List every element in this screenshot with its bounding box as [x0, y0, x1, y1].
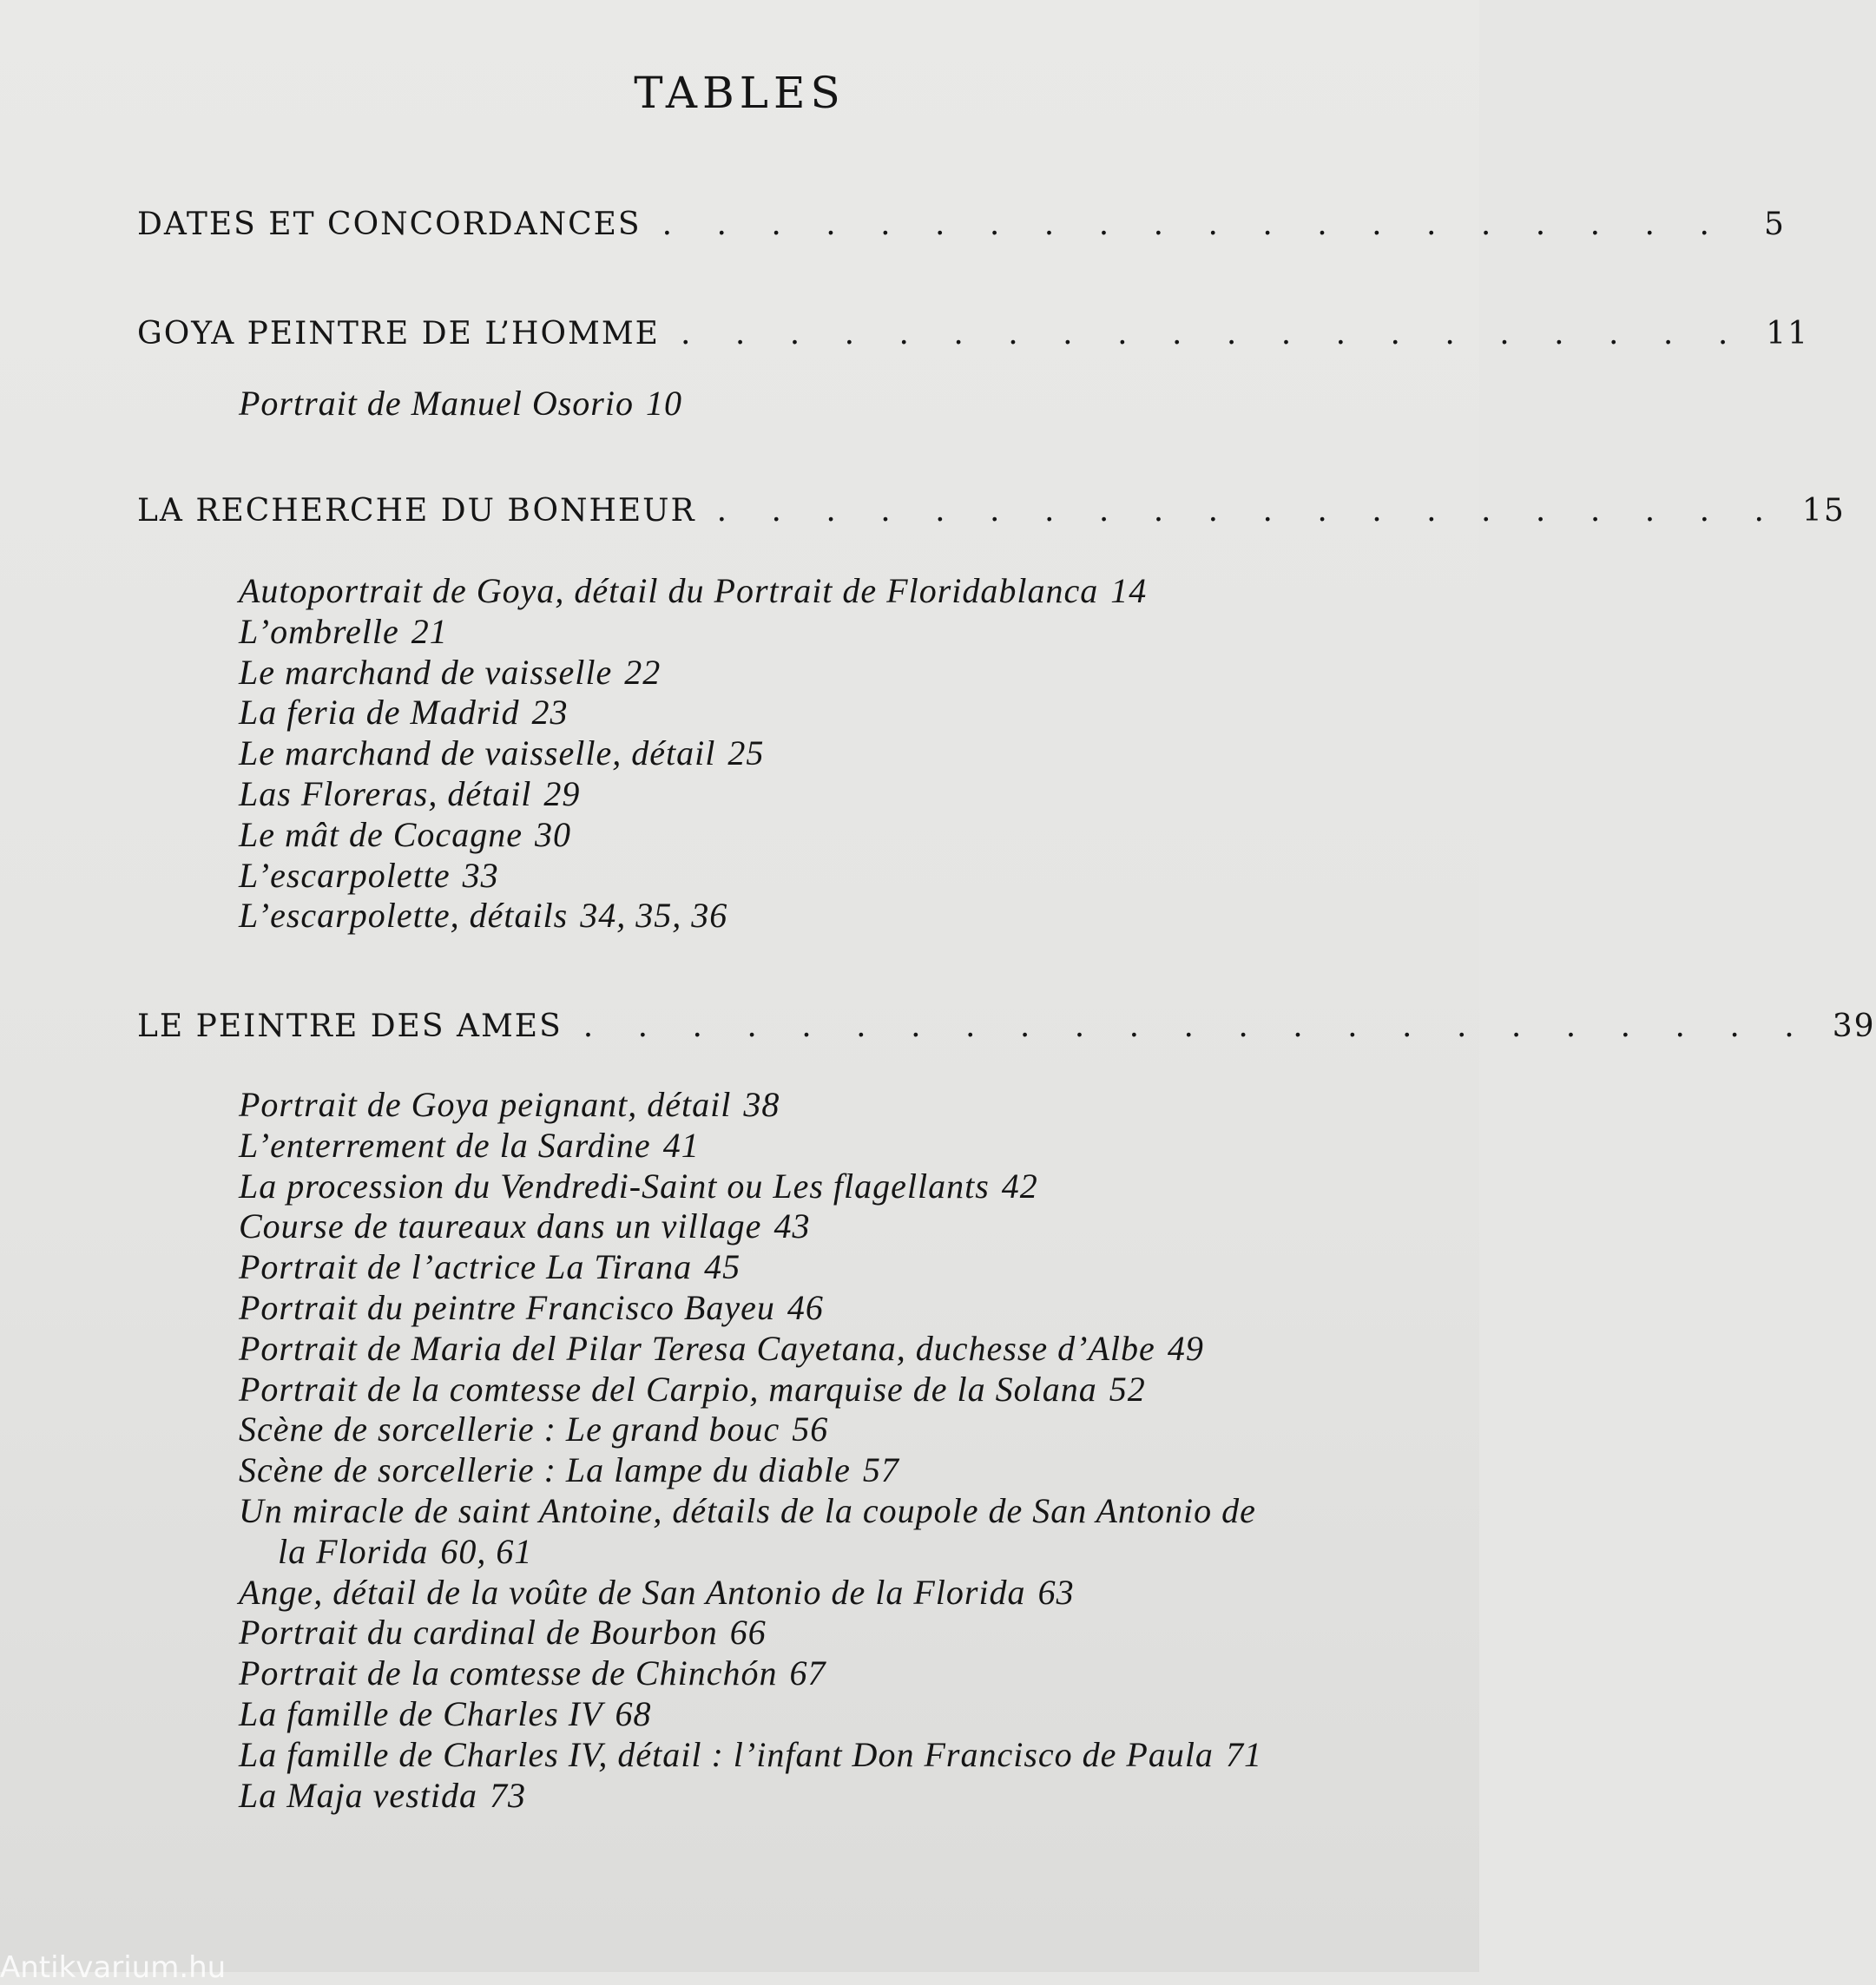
section-items-list — [239, 384, 1280, 424]
item-page: 41 — [662, 1125, 700, 1165]
item-page: 45 — [704, 1247, 741, 1287]
item-title: Portrait de la comtesse de Chinchón — [239, 1653, 778, 1693]
list-item — [239, 1491, 1280, 1573]
item-page: 23 — [531, 693, 569, 733]
list-item — [239, 1247, 1280, 1288]
list-item — [239, 896, 1280, 937]
item-title: Autoportrait de Goya, détail du Portrait de Floridablanca — [239, 571, 1099, 610]
item-title: Un miracle de saint Antoine, détails de la coupole de San Antonio de la Florida — [239, 1490, 1256, 1571]
item-title: Portrait de la comtesse del Carpio, marquise de la Solana — [239, 1369, 1097, 1409]
item-title: La famille de Charles IV — [239, 1693, 603, 1733]
item-title: Le mât de Cocagne — [239, 814, 523, 854]
list-item — [239, 653, 1280, 693]
item-title: Scène de sorcellerie : Le grand bouc — [239, 1410, 780, 1449]
toc-section-recherche-bonheur — [137, 493, 1846, 545]
list-item — [239, 1776, 1280, 1817]
item-title: Course de taureaux dans un village — [239, 1206, 762, 1246]
item-page: 60, 61 — [440, 1531, 533, 1571]
item-title: La procession du Vendredi-Saint ou Les flagellants — [239, 1166, 990, 1206]
item-title: Portrait de Manuel Osorio — [239, 384, 634, 423]
item-title: La famille de Charles IV, détail : l’infant Don Francisco de Paula — [239, 1734, 1214, 1774]
item-page: 33 — [462, 855, 499, 895]
section-page-number: 15 — [1801, 493, 1846, 529]
list-item — [239, 1573, 1280, 1614]
list-item — [239, 1329, 1280, 1370]
leader-dots: . . . . . . . . . . . . . . . . . . . . . . . — [583, 1009, 1812, 1044]
list-item — [239, 1206, 1280, 1247]
section-label: GOYA PEINTRE DE L’HOMME — [137, 316, 660, 352]
section-page-number: 5 — [1763, 207, 1786, 242]
item-page: 22 — [624, 652, 662, 692]
list-item — [239, 1735, 1280, 1776]
list-item — [239, 1167, 1280, 1207]
item-title: L’ombrelle — [239, 611, 399, 651]
item-page: 25 — [727, 733, 765, 773]
item-page: 67 — [789, 1653, 826, 1693]
item-title: L’enterrement de la Sardine — [239, 1125, 651, 1165]
item-title: Portrait du peintre Francisco Bayeu — [239, 1287, 775, 1327]
item-page: 52 — [1109, 1369, 1146, 1409]
item-title: La Maja vestida — [239, 1775, 477, 1815]
list-item — [239, 571, 1280, 612]
item-title: Portrait du cardinal de Bourbon — [239, 1613, 718, 1653]
list-item — [239, 1694, 1280, 1735]
list-item — [239, 815, 1280, 856]
toc-section-goya-peintre — [137, 316, 1810, 368]
section-items-list — [239, 1085, 1280, 1816]
item-page: 66 — [729, 1613, 767, 1653]
item-page: 46 — [787, 1287, 824, 1327]
item-title: L’escarpolette — [239, 855, 451, 895]
section-label: DATES ET CONCORDANCES — [137, 207, 642, 242]
item-title: Le marchand de vaisselle — [239, 652, 613, 692]
list-item — [239, 1653, 1280, 1694]
leader-dots: . . . . . . . . . . . . . . . . . . . . — [662, 207, 1727, 242]
page-title: TABLES — [634, 68, 846, 118]
item-page: 43 — [773, 1206, 811, 1246]
item-title: Ange, détail de la voûte de San Antonio de la Florida — [239, 1572, 1026, 1612]
item-page: 30 — [534, 814, 571, 854]
toc-section-peintre-ames — [137, 1009, 1876, 1061]
list-item — [239, 612, 1280, 653]
section-page-number: 11 — [1766, 316, 1810, 352]
section-items-list — [239, 571, 1280, 937]
list-item — [239, 693, 1280, 733]
item-page: 73 — [489, 1775, 526, 1815]
toc-section-dates — [137, 207, 1786, 259]
list-item — [239, 1613, 1280, 1653]
item-title: La feria de Madrid — [239, 693, 520, 733]
section-page-number: 39 — [1832, 1009, 1876, 1044]
section-label: LE PEINTRE DES AMES — [137, 1009, 563, 1044]
item-title: Portrait de Goya peignant, détail — [239, 1085, 732, 1124]
item-page: 56 — [792, 1410, 829, 1449]
item-title: Scène de sorcellerie : La lampe du diable — [239, 1450, 851, 1490]
item-title: L’escarpolette, détails — [239, 896, 569, 936]
leader-dots: . . . . . . . . . . . . . . . . . . . . — [680, 316, 1746, 352]
item-page: 49 — [1167, 1328, 1204, 1368]
section-label: LA RECHERCHE DU BONHEUR — [137, 493, 696, 529]
list-item — [239, 733, 1280, 774]
item-page: 42 — [1001, 1166, 1038, 1206]
item-title: Portrait de Maria del Pilar Teresa Cayetana, duchesse d’Albe — [239, 1328, 1155, 1368]
item-title: Portrait de l’actrice La Tirana — [239, 1247, 693, 1287]
item-page: 34, 35, 36 — [580, 896, 728, 936]
item-page: 14 — [1110, 571, 1148, 610]
item-page: 68 — [615, 1693, 652, 1733]
item-page: 29 — [543, 773, 581, 813]
list-item — [239, 1085, 1280, 1126]
watermark: Antikvarium.hu — [0, 1950, 227, 1985]
item-page: 57 — [862, 1450, 899, 1490]
item-page: 21 — [411, 611, 448, 651]
list-item — [239, 1450, 1280, 1491]
list-item — [239, 384, 1280, 424]
list-item — [239, 1126, 1280, 1167]
item-page: 38 — [743, 1085, 780, 1124]
list-item — [239, 1370, 1280, 1410]
list-item — [239, 856, 1280, 897]
list-item — [239, 774, 1280, 815]
item-title: Las Floreras, détail — [239, 773, 532, 813]
item-page: 10 — [645, 384, 682, 423]
item-page: 71 — [1225, 1734, 1262, 1774]
item-title: Le marchand de vaisselle, détail — [239, 733, 716, 773]
leader-dots: . . . . . . . . . . . . . . . . . . . . — [716, 493, 1781, 529]
list-item — [239, 1410, 1280, 1450]
list-item — [239, 1288, 1280, 1329]
item-page: 63 — [1037, 1572, 1075, 1612]
